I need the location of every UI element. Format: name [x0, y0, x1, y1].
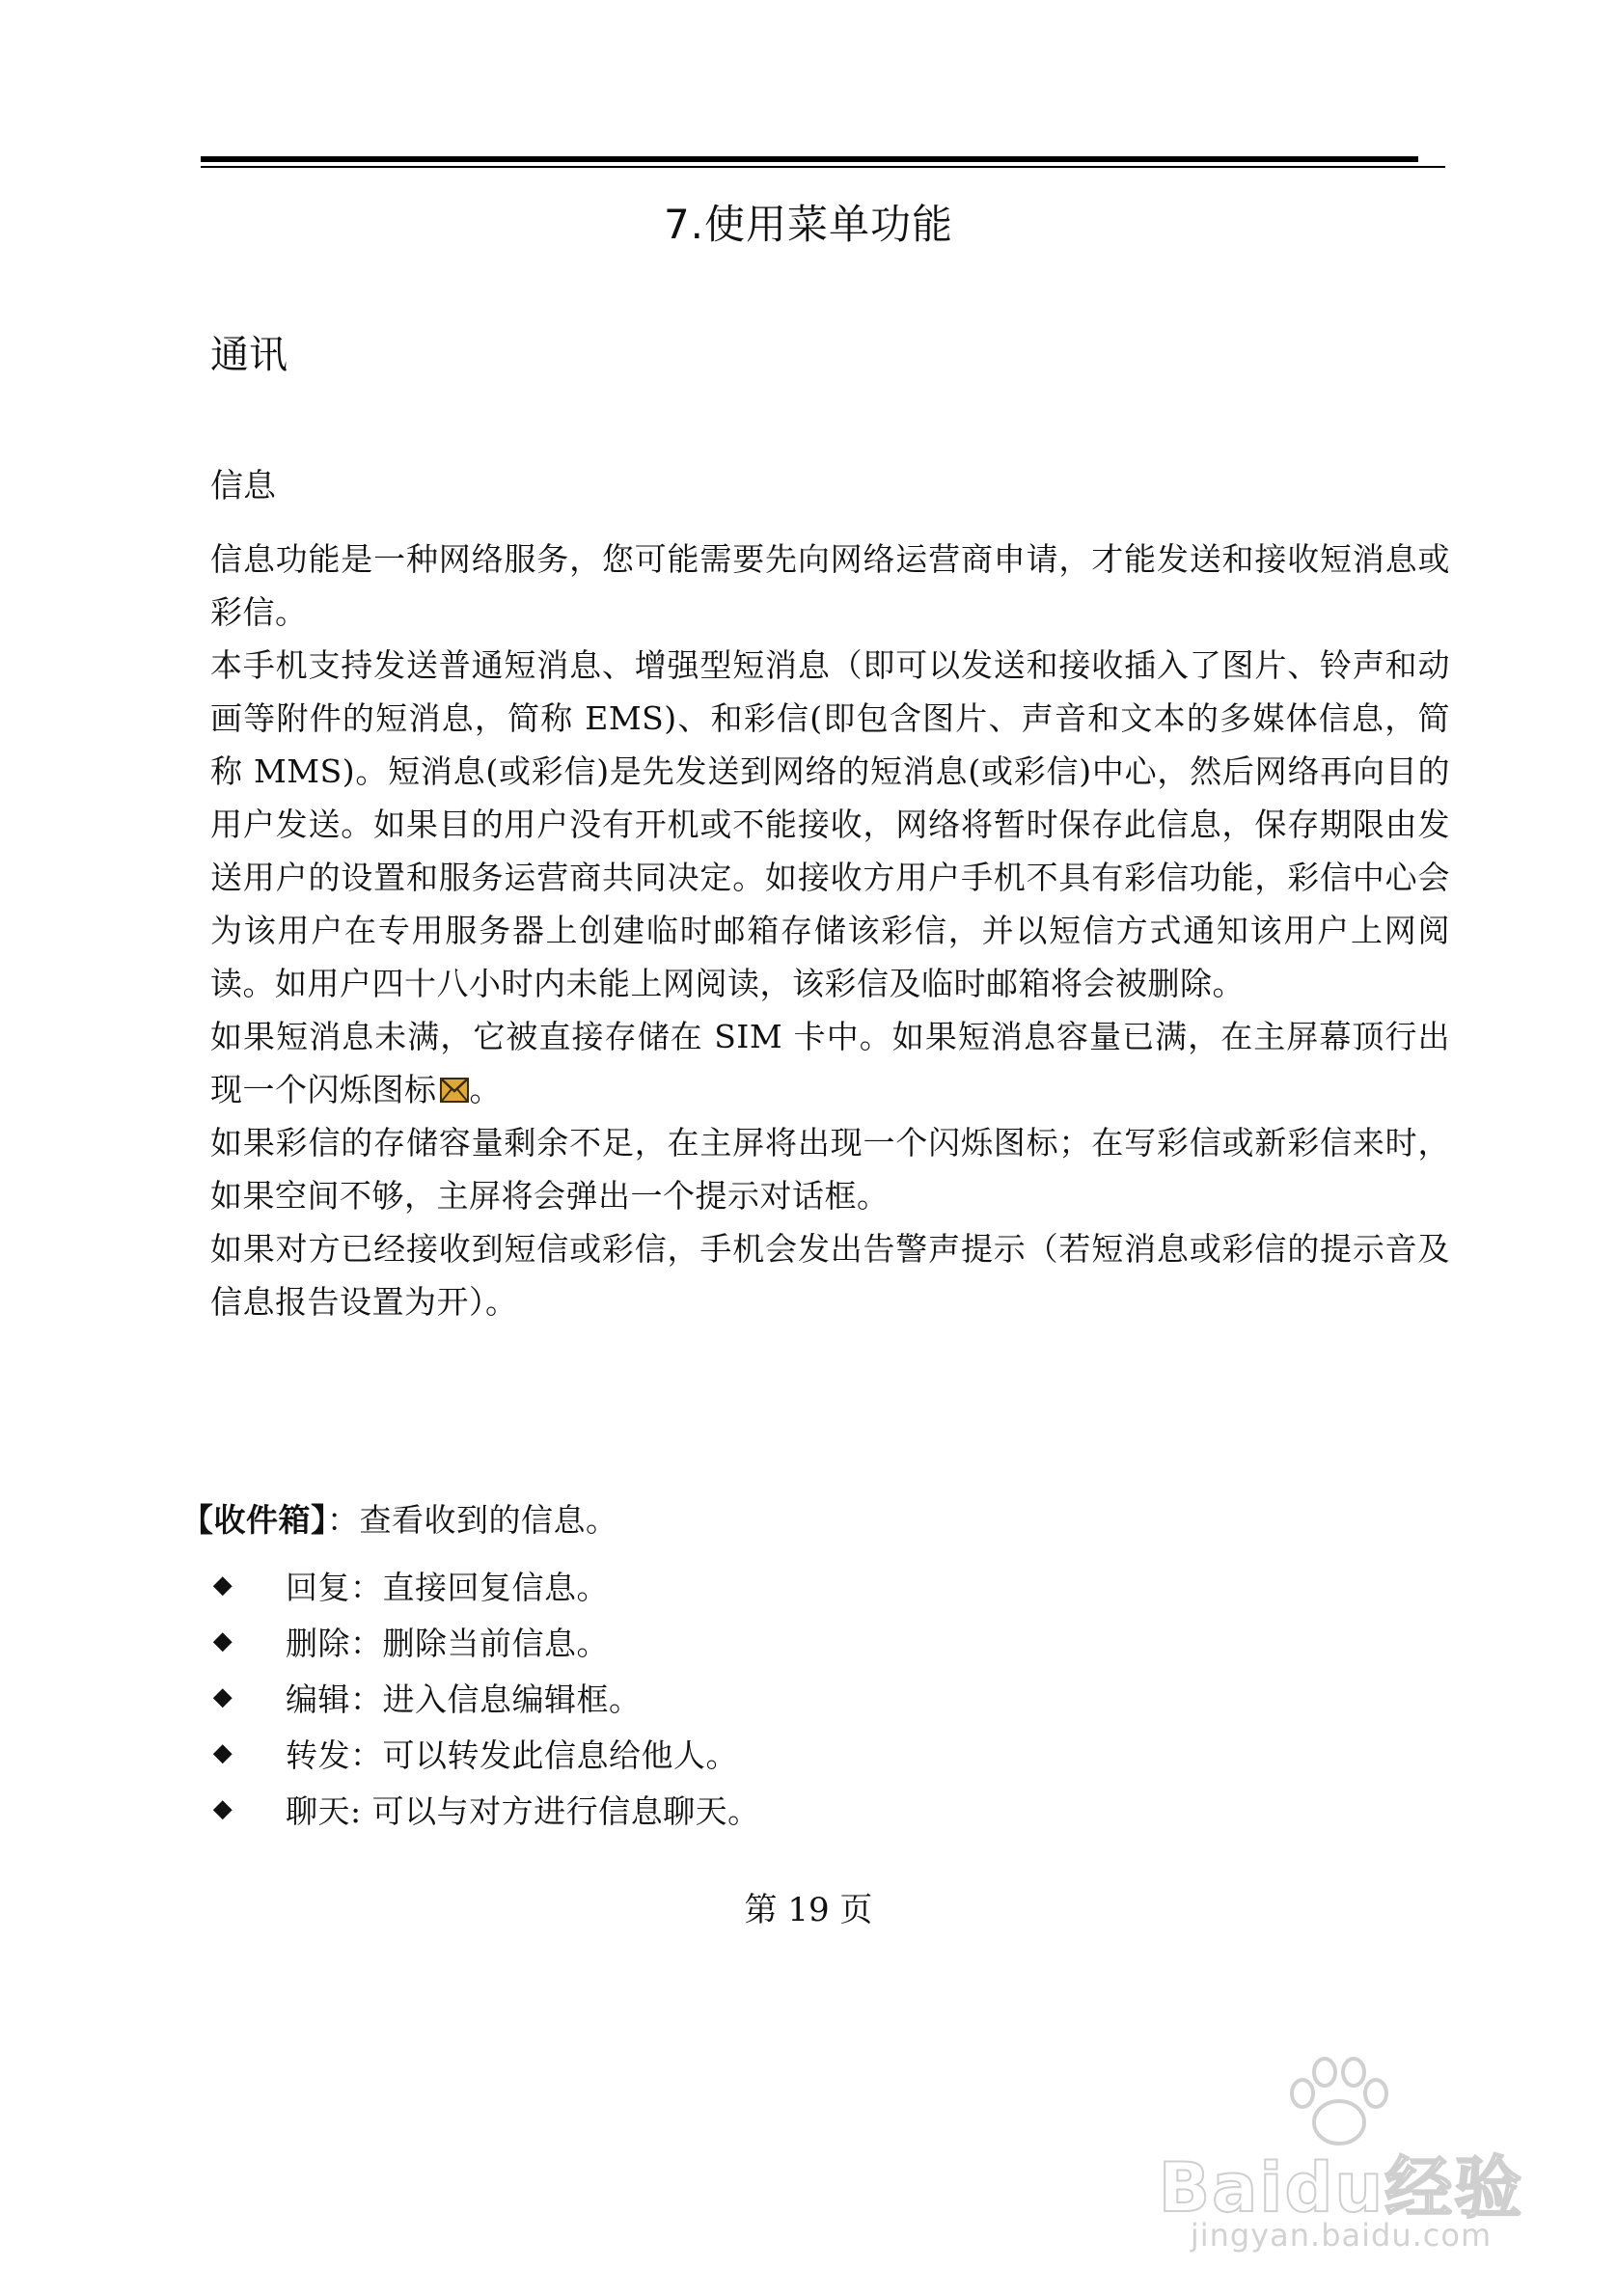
- diamond-bullet-icon: ◆: [212, 1794, 233, 1823]
- diamond-bullet-icon: ◆: [212, 1682, 233, 1711]
- list-item: [210, 1613, 760, 1669]
- list-item: [210, 1669, 760, 1725]
- header-rule-thick: [201, 156, 1418, 162]
- paragraph-sim-storage-end: 。: [469, 1071, 502, 1108]
- list-item: [210, 1725, 760, 1781]
- diamond-bullet-icon: ◆: [212, 1738, 233, 1767]
- paragraph-sms-mms: 本手机支持发送普通短消息、增强型短消息（即可以发送和接收插入了图片、铃声和动画等附件的短消息，简称 EMS)、和彩信(即包含图片、声音和文本的多媒体信息，简称 MMS)。短消息(或彩信)是先发送到网络的短消息(或彩信)中心，然后网络再向目的用户发送。如果目的用户没有开机或不能接收，网络将暂时保存此信息，保存期限由发送用户的设置和服务运营商共同决定。如接收方用户手机不具有彩信功能，彩信中心会为该用户在专用服务器上创建临时邮箱存储该彩信，并以短信方式通知该用户上网阅读。如用户四十八小时内未能上网阅读，该彩信及临时邮箱将会被删除。: [210, 646, 1450, 1002]
- envelope-icon: [439, 1076, 470, 1105]
- list-item-text: 删除：删除当前信息。: [286, 1624, 609, 1662]
- subsection-heading: 信息: [210, 467, 276, 506]
- watermark-logo: Baidu经验: [1158, 2148, 1524, 2228]
- paragraph-alert: 如果对方已经接收到短信或彩信，手机会发出告警声提示（若短消息或彩信的提示音及信息报告设置为开）。: [210, 1230, 1450, 1321]
- list-item-text: 编辑：进入信息编辑框。: [286, 1680, 642, 1718]
- watermark-url: jingyan.baidu.com: [1190, 2217, 1493, 2254]
- list-item: [210, 1781, 760, 1837]
- diamond-bullet-icon: ◆: [212, 1626, 233, 1655]
- body-text: [210, 533, 1450, 1328]
- list-item: [210, 1557, 760, 1613]
- paragraph-intro: 信息功能是一种网络服务，您可能需要先向网络运营商申请，才能发送和接收短消息或彩信。: [210, 540, 1450, 631]
- baidu-watermark: [1138, 2055, 1544, 2254]
- diamond-bullet-icon: ◆: [212, 1571, 233, 1599]
- list-item-text: 回复：直接回复信息。: [286, 1568, 609, 1606]
- inbox-options-list: [210, 1557, 760, 1837]
- inbox-label: 【收件箱】: [181, 1501, 327, 1539]
- list-item-text: 聊天: 可以与对方进行信息聊天。: [286, 1791, 760, 1830]
- section-heading: 通讯: [210, 333, 288, 377]
- paragraph-sim-storage-text: 如果短消息未满，它被直接存储在 SIM 卡中。如果短消息容量已满，在主屏幕顶行出现一个闪烁图标: [210, 1018, 1450, 1108]
- chapter-title: 7.使用菜单功能: [663, 201, 954, 248]
- inbox-line: [181, 1493, 618, 1546]
- page-number: 第 19 页: [744, 1891, 873, 1929]
- list-item-text: 转发：可以转发此信息给他人。: [286, 1736, 738, 1774]
- inbox-text: ：查看收到的信息。: [327, 1501, 618, 1539]
- paragraph-mms-storage: 如果彩信的存储容量剩余不足，在主屏将出现一个闪烁图标；在写彩信或新彩信来时，如果空间不够，主屏将会弹出一个提示对话框。: [210, 1124, 1450, 1215]
- paragraph-sim-storage: [210, 1010, 1450, 1116]
- header-rule-thin: [201, 166, 1445, 168]
